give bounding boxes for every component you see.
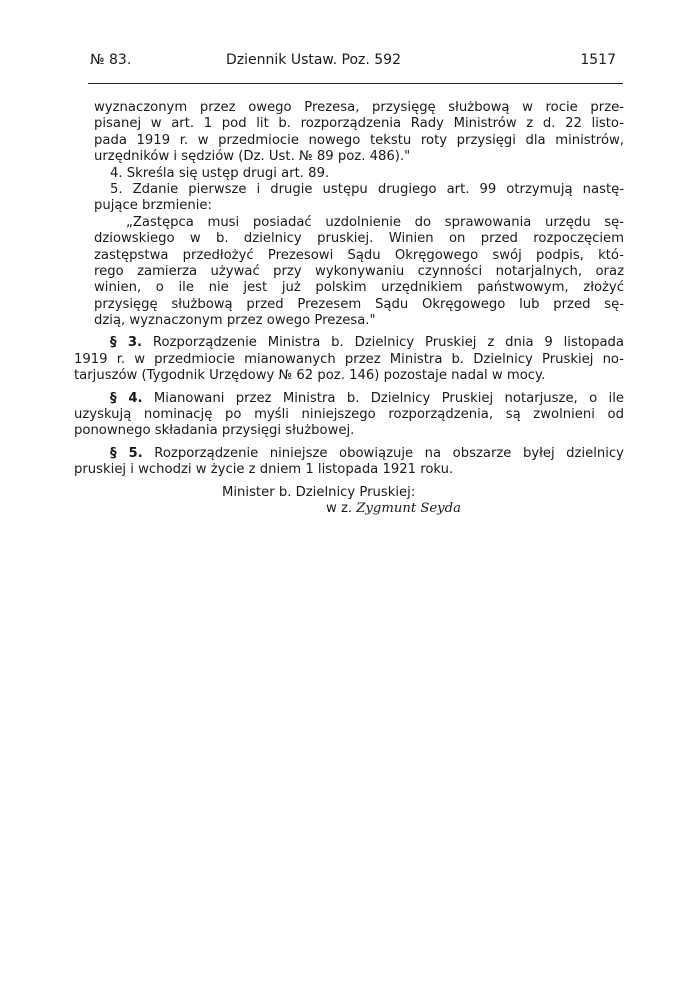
document-body xyxy=(74,100,624,517)
text-line: ponownego składania przysięgi służbowej. xyxy=(74,423,355,439)
section-3-label: § 3. xyxy=(110,335,143,351)
text-line: tarjuszów (Tygodnik Urzędowy № 62 poz. 146) pozostaje nadal w mocy. xyxy=(74,368,546,384)
quote-line: dzią, wyznaczonym przez owego Prezesa." xyxy=(94,313,376,329)
quote-line: rego zamierza używać przy wykonywaniu czynności notarjalnych, oraz xyxy=(94,263,624,279)
issue-number: № 83. xyxy=(90,52,132,68)
text-line: 5. Zdanie pierwsze i drugie ustępu drugiego art. 99 otrzymują nastę- xyxy=(110,181,624,197)
text-line: pujące brzmienie: xyxy=(94,198,212,214)
section-4-label: § 4. xyxy=(110,390,143,406)
section-3-text: Rozporządzenie Ministra b. Dzielnicy Pruskiej z dnia 9 listopada xyxy=(152,335,624,351)
quote-line: „Zastępca musi posiadać uzdolnienie do sprawowania urzędu sę- xyxy=(126,214,624,230)
page-header xyxy=(90,52,618,72)
page-number: 1517 xyxy=(580,52,616,68)
text-line: wyznaczonym przez owego Prezesa, przysięgę służbową w rocie prze- xyxy=(94,100,624,115)
text-line: pruskiej i wchodzi w życie z dniem 1 listopada 1921 roku. xyxy=(74,462,454,478)
signature-prefix: w z. xyxy=(326,500,353,516)
section-5-first-line xyxy=(110,446,624,462)
signatory-name: Zygmunt Seyda xyxy=(356,500,461,516)
section-3-first-line xyxy=(110,335,624,351)
text-line: 1919 r. w przedmiocie mianowanych przez Ministra b. Dzielnicy Pruskiej no- xyxy=(74,351,624,367)
section-5-text: Rozporządzenie niniejsze obowiązuje na obszarze byłej dzielnicy xyxy=(154,445,624,461)
text-line: urzędników i sędziów (Dz. Ust. № 89 poz. 486)." xyxy=(94,149,411,165)
quote-line: przysięgę służbową przed Prezesem Sądu Okręgowego lub przed sę- xyxy=(94,296,624,312)
quote-line: zastępstwa przedłożyć Prezesowi Sądu Okręgowego swój podpis, któ- xyxy=(94,247,624,263)
section-4-first-line xyxy=(110,391,624,407)
quote-line: dziowskiego w b. dzielnicy pruskiej. Winien on przed rozpoczęciem xyxy=(94,231,624,247)
quote-line: winien, o ile nie jest już polskim urzędnikiem państwowym, złożyć xyxy=(94,280,624,296)
header-rule xyxy=(88,83,623,84)
signature-title: Minister b. Dzielnicy Pruskiej: xyxy=(222,484,416,500)
text-line: pisanej w art. 1 pod lit b. rozporządzenia Rady Ministrów z d. 22 listo- xyxy=(94,116,624,132)
signature-line xyxy=(326,501,624,517)
section-4-text: Mianowani przez Ministra b. Dzielnicy Pruskiej notarjusze, o ile xyxy=(153,390,624,406)
section-5-label: § 5. xyxy=(110,445,143,461)
text-line: 4. Skreśla się ustęp drugi art. 89. xyxy=(110,165,330,181)
text-line: pada 1919 r. w przedmiocie nowego tekstu roty przysięgi dla ministrów, xyxy=(94,132,624,148)
text-line: uzyskują nominację po myśli niniejszego rozporządzenia, są zwolnieni od xyxy=(74,407,624,423)
journal-title: Dziennik Ustaw. Poz. 592 xyxy=(226,52,401,68)
